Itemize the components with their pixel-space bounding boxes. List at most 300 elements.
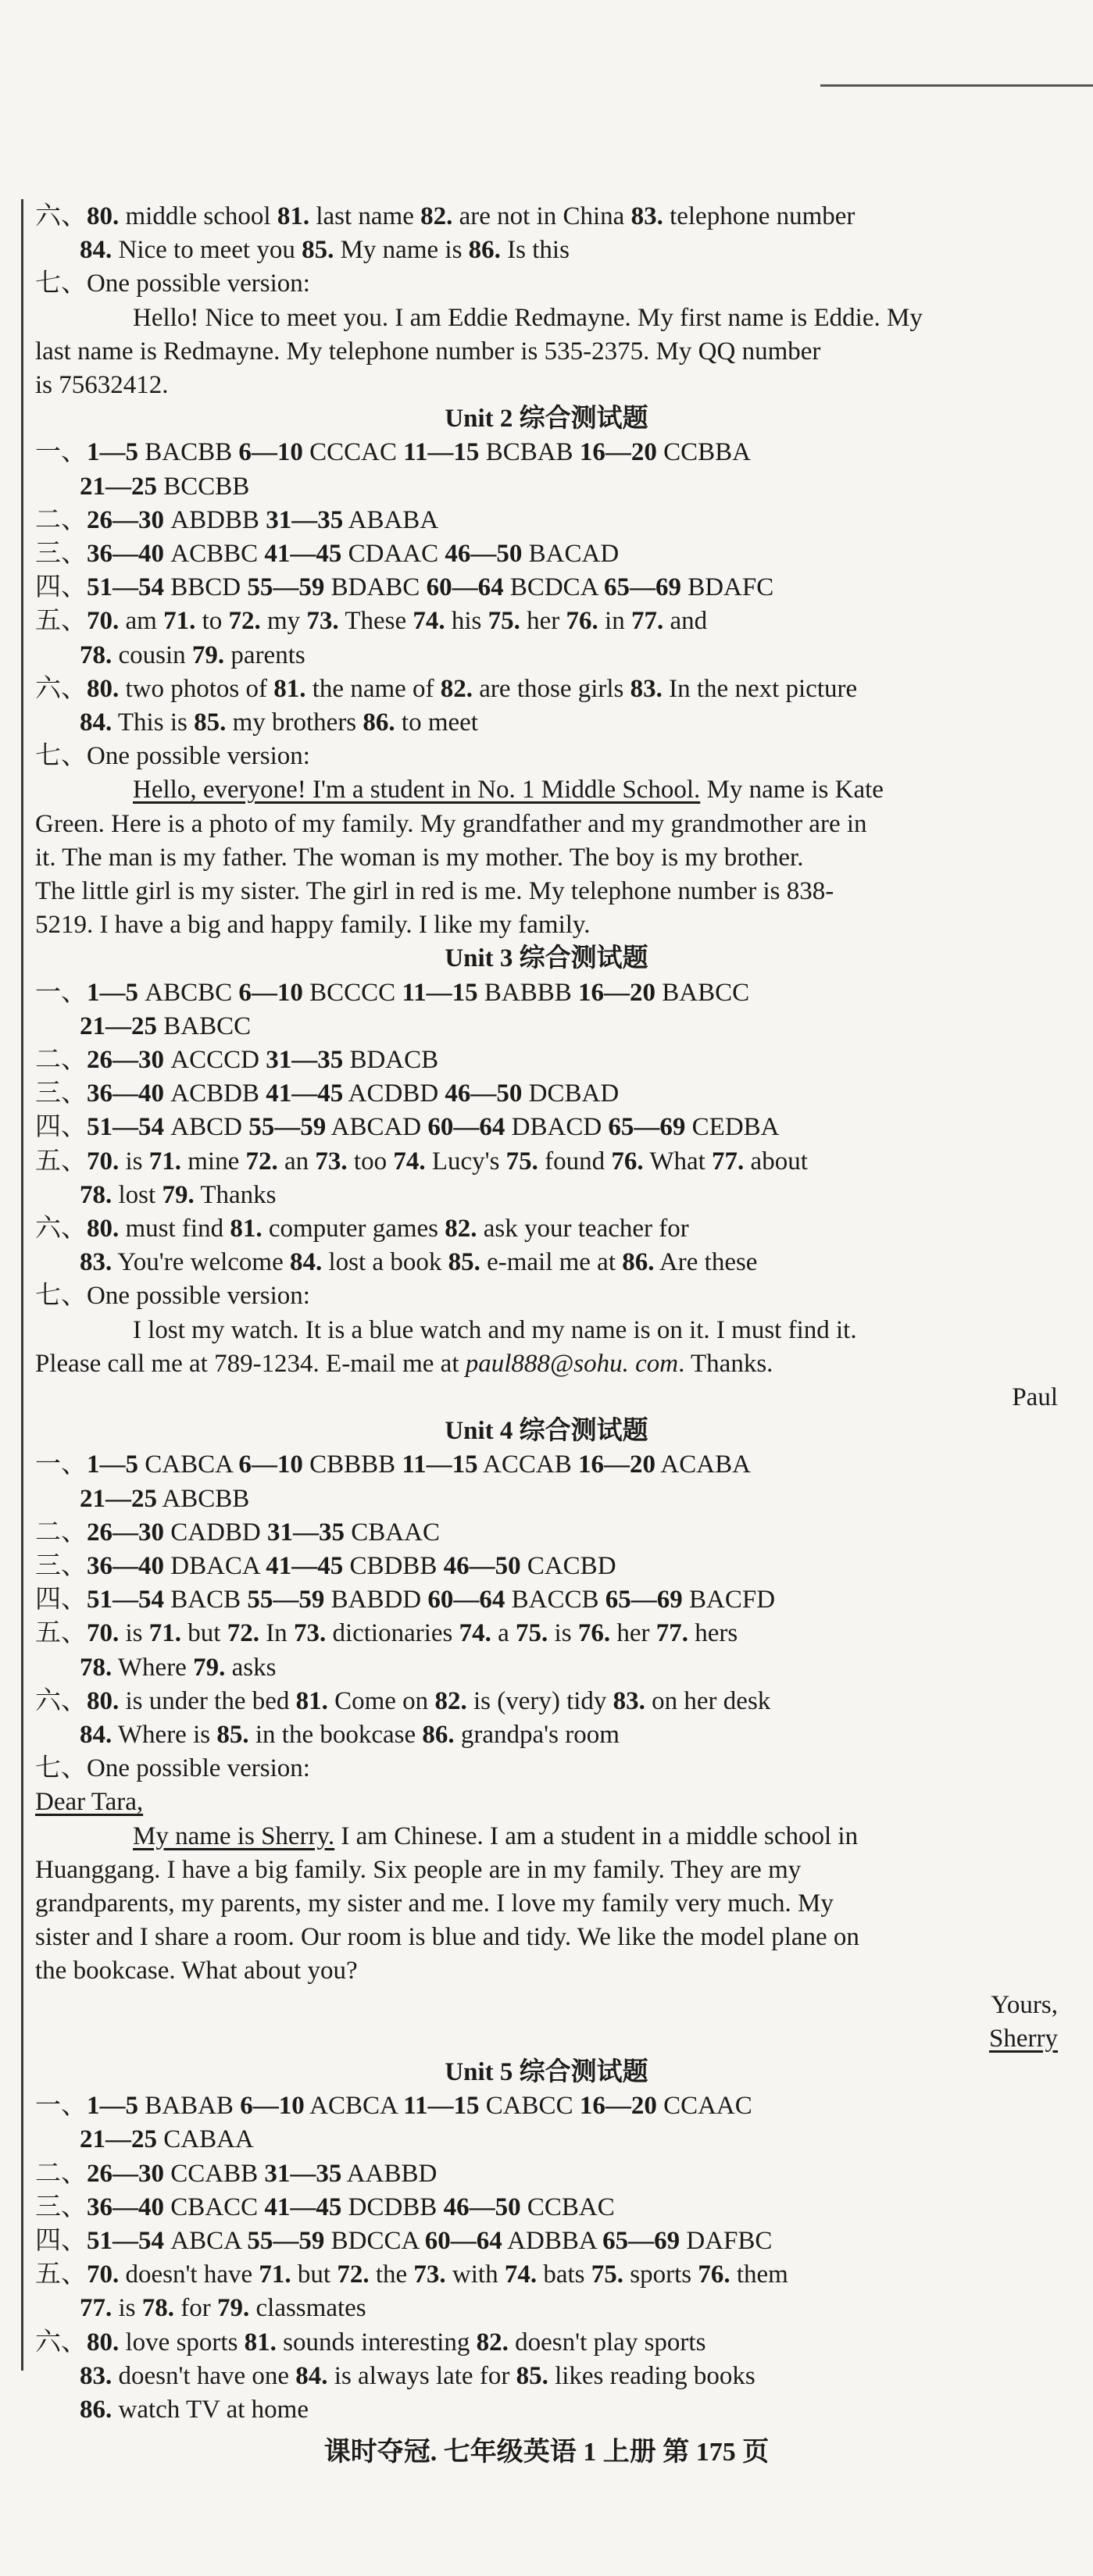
answer-text: the xyxy=(369,2260,414,2289)
bold-label: 1—5 xyxy=(87,978,138,1007)
answer-text: 5219. I have a big and happy family. I like my family. xyxy=(35,911,591,940)
bold-label: 79. xyxy=(217,2294,250,2323)
answer-text: sports xyxy=(623,2260,698,2289)
answer-text: is xyxy=(112,2294,142,2323)
bold-label: 65—69 xyxy=(608,1113,686,1142)
answer-text: 七、One possible version: xyxy=(35,1282,310,1311)
bold-label: 74. xyxy=(504,2260,538,2289)
answer-text: my brothers xyxy=(226,708,363,737)
left-margin-rule xyxy=(21,199,23,2371)
answer-line xyxy=(35,436,751,469)
bold-label: 51—54 xyxy=(87,1586,164,1614)
answer-text: 一、 xyxy=(35,438,87,467)
bold-label: 83. xyxy=(630,674,663,703)
answer-line xyxy=(35,976,749,1009)
answer-text: to meet xyxy=(395,708,478,737)
bold-label: 55—59 xyxy=(248,1113,327,1142)
answer-text: CCCAC xyxy=(302,438,404,467)
answer-line xyxy=(35,1111,780,1144)
answer-text: watch TV at home xyxy=(112,2396,309,2424)
bold-label: 73. xyxy=(413,2260,446,2289)
answer-text: Yours, xyxy=(991,1990,1058,2019)
answer-text: 一、 xyxy=(35,1450,87,1479)
answer-text: 七、One possible version: xyxy=(35,742,310,771)
answer-text: CCBBA xyxy=(656,438,751,467)
bold-label: 1—5 xyxy=(87,2092,138,2121)
answer-text: In xyxy=(259,1619,294,1648)
bold-label: 80. xyxy=(87,202,120,230)
bold-label: 75. xyxy=(591,2260,623,2289)
answer-line xyxy=(133,1820,858,1853)
bold-label: 84. xyxy=(290,1248,323,1277)
answer-line xyxy=(35,808,867,840)
answer-text: 四、 xyxy=(35,573,87,602)
unit-heading xyxy=(0,2056,1093,2089)
answer-line xyxy=(35,1921,859,1953)
bold-label: 78. xyxy=(141,2294,175,2323)
bold-label: 31—35 xyxy=(264,2159,342,2188)
bold-label: 71. xyxy=(148,1619,182,1648)
bold-label: 83. xyxy=(80,1248,113,1277)
answer-text: Thanks xyxy=(194,1180,277,1209)
answer-text: My name is xyxy=(334,236,469,265)
answer-line xyxy=(35,1212,689,1245)
unit-heading xyxy=(0,1415,1093,1447)
bold-label: 36—40 xyxy=(87,2192,164,2221)
bold-label: 83. xyxy=(613,1686,645,1715)
bold-label: 60—64 xyxy=(424,2227,502,2255)
bold-label: 26—30 xyxy=(87,1518,164,1547)
answer-text: last name xyxy=(309,202,421,230)
bold-label: 71. xyxy=(148,1147,182,1176)
answer-text: is xyxy=(119,1619,149,1648)
answer-text: 一、 xyxy=(35,978,87,1007)
bold-label: 26—30 xyxy=(87,505,164,534)
answer-text: but xyxy=(291,2260,338,2289)
bold-label: 84. xyxy=(80,236,113,265)
answer-text: middle school xyxy=(119,202,277,230)
bold-label: 77. xyxy=(630,607,664,636)
answer-text: In the next picture xyxy=(662,674,858,703)
answer-line xyxy=(35,267,310,300)
answer-text: mine xyxy=(181,1147,246,1176)
bold-label: 70. xyxy=(87,2260,120,2289)
answer-text: BCBAB xyxy=(479,438,580,467)
bold-label: Unit 5 综合测试题 xyxy=(445,2058,648,2086)
answer-text: My name is Sherry. xyxy=(133,1821,335,1850)
answer-text: CABCC xyxy=(479,2092,580,2121)
answer-text: CCAAC xyxy=(656,2092,752,2121)
answer-text: Huanggang. I have a big family. Six people are in my family. They are my xyxy=(35,1855,802,1884)
answer-text: 七、One possible version: xyxy=(35,269,310,298)
answer-text: is always late for xyxy=(327,2361,516,2390)
bold-label: 72. xyxy=(245,1147,278,1176)
answer-line xyxy=(35,369,169,401)
answer-line xyxy=(35,200,855,233)
answer-text: computer games xyxy=(262,1215,445,1243)
bold-label: 71. xyxy=(259,2260,291,2289)
answer-text: love sports xyxy=(119,2328,245,2357)
answer-line xyxy=(35,1279,310,1312)
unit-heading xyxy=(0,402,1093,435)
answer-line xyxy=(35,673,857,705)
bold-label: 6—10 xyxy=(238,978,303,1007)
answer-text: it. The man is my father. The woman is my mother. The boy is my brother. xyxy=(35,843,804,872)
answer-text: ACABA xyxy=(655,1450,751,1479)
bold-label: 77. xyxy=(80,2294,113,2323)
answer-line xyxy=(133,301,923,334)
answer-text: 二、 xyxy=(35,1046,87,1074)
answer-text: 三、 xyxy=(35,1552,87,1580)
answer-line xyxy=(991,1989,1058,2021)
bold-label: 84. xyxy=(80,1721,113,1749)
bold-label: 85. xyxy=(516,2361,548,2390)
bold-label: 60—64 xyxy=(427,1113,505,1142)
answer-text: Is this xyxy=(500,236,570,265)
answer-text: BACCB xyxy=(505,1586,605,1614)
bold-label: 26—30 xyxy=(87,1046,164,1074)
answer-text: 四、 xyxy=(35,2227,87,2255)
answer-text: lost xyxy=(112,1180,163,1209)
answer-text: CDAAC xyxy=(341,540,445,568)
answer-text: ADBBA xyxy=(502,2227,603,2255)
bold-label: 78. xyxy=(80,640,113,669)
answer-line xyxy=(989,2022,1058,2055)
answer-line xyxy=(80,470,249,503)
answer-text: her xyxy=(610,1619,656,1648)
answer-text: ask your teacher for xyxy=(477,1215,689,1243)
answer-line xyxy=(35,2225,772,2257)
answer-text: DBACA xyxy=(164,1552,266,1580)
bold-label: 78. xyxy=(80,1180,113,1209)
answer-line xyxy=(35,1954,358,1987)
answer-text: dictionaries xyxy=(326,1619,459,1648)
answer-text: grandpa's room xyxy=(454,1721,620,1749)
answer-text: CBBBB xyxy=(302,1450,402,1479)
answer-line xyxy=(80,234,570,266)
answer-text: . Thanks. xyxy=(678,1349,773,1378)
bold-label: 31—35 xyxy=(267,1518,345,1547)
answer-text: Where xyxy=(112,1653,194,1682)
answer-line xyxy=(80,706,478,739)
bold-label: 16—20 xyxy=(579,2092,657,2121)
answer-text: 二、 xyxy=(35,1518,87,1547)
answer-line xyxy=(35,571,773,604)
bold-label: 84. xyxy=(80,708,113,737)
answer-line xyxy=(35,1617,738,1650)
answer-line xyxy=(35,2258,788,2291)
bold-label: 71. xyxy=(163,607,196,636)
bold-label: 6—10 xyxy=(240,2092,305,2121)
answer-text: 六、 xyxy=(35,202,87,230)
answer-text: is xyxy=(119,1147,149,1176)
answer-line xyxy=(35,1448,751,1481)
answer-text: cousin xyxy=(112,640,192,669)
bold-label: 83. xyxy=(630,202,663,230)
unit-heading xyxy=(0,942,1093,975)
bold-label: 73. xyxy=(293,1619,327,1648)
answer-line xyxy=(35,2157,437,2190)
answer-line xyxy=(35,537,619,570)
answer-text: 四、 xyxy=(35,1586,87,1614)
answer-text: BABDD xyxy=(324,1586,428,1614)
answer-text: in the bookcase xyxy=(248,1721,423,1749)
bold-label: 11—15 xyxy=(402,978,478,1007)
answer-text: BABBB xyxy=(477,978,578,1007)
answer-text: ACBCA xyxy=(304,2092,404,2121)
answer-text: for xyxy=(174,2294,217,2323)
answer-text: lost a book xyxy=(322,1248,448,1277)
answer-text: about xyxy=(744,1147,808,1176)
answer-text: ACCCD xyxy=(164,1046,266,1074)
answer-text: CABAA xyxy=(157,2125,254,2154)
answer-text: BBCD xyxy=(164,573,248,602)
bold-label: 76. xyxy=(577,1619,611,1648)
answer-text: sister and I share a room. Our room is blue and tidy. We like the model plane on xyxy=(35,1923,859,1952)
answer-text: DBACD xyxy=(505,1113,609,1142)
answer-text: ABCBC xyxy=(138,978,239,1007)
answer-text: must find xyxy=(119,1215,230,1243)
bold-label: 76. xyxy=(698,2260,730,2289)
answer-text: on her desk xyxy=(645,1686,771,1715)
answer-text: a xyxy=(491,1619,516,1648)
bold-label: 82. xyxy=(445,1215,477,1243)
answer-text: 六、 xyxy=(35,2328,87,2357)
answer-text: ACDBD xyxy=(343,1079,445,1108)
answer-text: BDABC xyxy=(324,573,427,602)
answer-line xyxy=(1012,1381,1058,1414)
answer-text: I lost my watch. It is a blue watch and my name is on it. I must find it. xyxy=(133,1315,857,1344)
bold-label: 82. xyxy=(440,674,473,703)
bold-label: 86. xyxy=(80,2396,113,2424)
bold-label: 82. xyxy=(420,202,453,230)
bold-label: 41—45 xyxy=(266,1552,344,1580)
bold-label: 79. xyxy=(162,1180,195,1209)
bold-label: 41—45 xyxy=(266,1079,344,1108)
answer-line xyxy=(35,2191,615,2224)
answer-line xyxy=(35,1752,310,1785)
answer-text: am xyxy=(119,607,164,636)
answer-text: 七、One possible version: xyxy=(35,1754,310,1783)
answer-text: is (very) tidy xyxy=(466,1686,613,1715)
bold-label: 84. xyxy=(295,2361,328,2390)
answer-text: grandparents, my parents, my sister and me. I love my family very much. My xyxy=(35,1889,834,1918)
answer-text: are not in China xyxy=(452,202,631,230)
answer-text: doesn't have xyxy=(119,2260,259,2289)
bold-label: 55—59 xyxy=(247,2227,325,2255)
bold-label: 51—54 xyxy=(87,573,164,602)
answer-text: Sherry xyxy=(989,2024,1058,2053)
bold-label: 6—10 xyxy=(238,438,303,467)
answer-line xyxy=(80,1179,277,1211)
bold-label: 60—64 xyxy=(426,573,504,602)
answer-text: BACFD xyxy=(682,1586,776,1614)
answer-text: my xyxy=(260,607,307,636)
bold-label: 65—69 xyxy=(605,1586,683,1614)
answer-text: 六、 xyxy=(35,1686,87,1715)
bold-label: 36—40 xyxy=(87,1552,164,1580)
answer-text: CBDBB xyxy=(343,1552,444,1580)
bold-label: 55—59 xyxy=(247,573,325,602)
bold-label: 75. xyxy=(516,1619,548,1648)
bold-label: 86. xyxy=(422,1721,455,1749)
bold-label: 46—50 xyxy=(445,1079,523,1108)
bold-label: 80. xyxy=(87,1215,120,1243)
answer-text: are those girls xyxy=(473,674,630,703)
answer-text: Come on xyxy=(327,1686,435,1715)
answer-line xyxy=(35,1887,834,1920)
bold-label: 72. xyxy=(227,1619,259,1648)
bold-label: 1—5 xyxy=(87,438,138,467)
answer-text: her xyxy=(520,607,566,636)
answer-text: 四、 xyxy=(35,1113,87,1142)
answer-text: with xyxy=(445,2260,505,2289)
answer-text: is xyxy=(548,1619,578,1648)
answer-text: CCABB xyxy=(164,2159,265,2188)
answer-line xyxy=(35,1347,773,1380)
bold-label: 36—40 xyxy=(87,1079,164,1108)
answer-line xyxy=(80,2393,309,2426)
answer-line xyxy=(35,841,803,874)
bold-label: 21—25 xyxy=(80,2125,157,2154)
answer-text: doesn't play sports xyxy=(508,2328,706,2357)
answer-line xyxy=(35,2326,705,2359)
answer-text: AABBD xyxy=(341,2159,438,2188)
answer-text: CBAAC xyxy=(345,1518,440,1547)
answer-text: ABABA xyxy=(343,505,439,534)
answer-text: CCBAC xyxy=(520,2192,615,2221)
answer-text: ACBDB xyxy=(164,1079,266,1108)
answer-text: You're welcome xyxy=(112,1248,290,1277)
answer-line xyxy=(35,1145,808,1178)
answer-text: ACCAB xyxy=(477,1450,578,1479)
answer-text: BABCC xyxy=(157,1011,252,1040)
answer-text: BDACB xyxy=(343,1046,439,1074)
bold-label: 41—45 xyxy=(264,540,342,568)
answer-text: BACB xyxy=(164,1586,248,1614)
answer-text: 三、 xyxy=(35,1079,87,1108)
answer-line xyxy=(35,1550,616,1582)
bold-label: 81. xyxy=(273,674,306,703)
answer-text: paul888@sohu. com xyxy=(465,1349,679,1378)
bold-label: 77. xyxy=(712,1147,745,1176)
answer-text: hers xyxy=(688,1619,738,1648)
bold-label: 46—50 xyxy=(445,540,523,568)
answer-text: telephone number xyxy=(663,202,855,230)
answer-text: parents xyxy=(224,640,305,669)
answer-line xyxy=(35,335,820,368)
answer-line xyxy=(35,1583,775,1616)
answer-line xyxy=(35,504,438,537)
answer-text: BABAB xyxy=(138,2092,241,2121)
bold-label: 1—5 xyxy=(87,1450,138,1479)
answer-text: 二、 xyxy=(35,505,87,534)
answer-text: This is xyxy=(112,708,195,737)
answer-text: is under the bed xyxy=(119,1686,296,1715)
answer-line xyxy=(35,1786,143,1818)
bold-label: 72. xyxy=(337,2260,370,2289)
bold-label: 21—25 xyxy=(80,1011,157,1040)
answer-text: These xyxy=(338,607,413,636)
bold-label: 51—54 xyxy=(87,1113,164,1142)
answer-text: last name is Redmayne. My telephone number is 535-2375. My QQ number xyxy=(35,337,821,366)
answer-text: CBACC xyxy=(164,2192,265,2221)
answer-text: My name is Kate xyxy=(700,776,884,805)
answer-text: likes reading books xyxy=(548,2361,755,2390)
bold-label: 11—15 xyxy=(402,1450,478,1479)
bold-label: 80. xyxy=(87,674,120,703)
answer-text: sounds interesting xyxy=(276,2328,477,2357)
bold-label: 70. xyxy=(87,1619,120,1648)
answer-text: DCDBB xyxy=(341,2192,444,2221)
answer-text: ABDBB xyxy=(164,505,266,534)
answer-text: DCBAD xyxy=(522,1079,620,1108)
answer-line xyxy=(35,605,707,637)
bold-label: 83. xyxy=(80,2361,113,2390)
page-footer: 课时夺冠. 七年级英语 1 上册 第 175 页 xyxy=(323,2438,770,2467)
answer-line xyxy=(35,740,310,772)
answer-text: CACBD xyxy=(520,1552,616,1580)
answer-text: the name of xyxy=(305,674,441,703)
answer-text: BABCC xyxy=(655,978,750,1007)
answer-text: BCCCC xyxy=(302,978,402,1007)
answer-text: BACBB xyxy=(138,438,239,467)
answer-text: them xyxy=(730,2260,788,2289)
bold-label: 81. xyxy=(277,202,310,230)
bold-label: 81. xyxy=(295,1686,328,1715)
answer-text: ACBBC xyxy=(164,540,265,568)
bold-label: 74. xyxy=(393,1147,426,1176)
answer-text: The little girl is my sister. The girl in red is me. My telephone number is 838- xyxy=(35,877,834,905)
bold-label: 80. xyxy=(87,2328,120,2357)
bold-label: 55—59 xyxy=(247,1586,325,1614)
answer-text: I am Chinese. I am a student in a middle school in xyxy=(334,1821,859,1850)
bold-label: 79. xyxy=(191,640,225,669)
bold-label: 65—69 xyxy=(602,2227,680,2255)
bold-label: 81. xyxy=(230,1215,263,1243)
bold-label: 85. xyxy=(302,236,334,265)
answer-text: Paul xyxy=(1012,1383,1058,1411)
answer-text: CADBD xyxy=(164,1518,268,1547)
bold-label: 75. xyxy=(505,1147,538,1176)
bold-label: 78. xyxy=(80,1653,113,1682)
bold-label: 41—45 xyxy=(264,2192,342,2221)
answer-text: and xyxy=(663,607,708,636)
answer-text: Please call me at 789-1234. E-mail me at xyxy=(35,1349,466,1378)
bold-label: 85. xyxy=(194,708,227,737)
bold-label: 72. xyxy=(228,607,261,636)
answer-line xyxy=(80,1010,251,1043)
answer-text: Nice to meet you xyxy=(112,236,302,265)
bold-label: 31—35 xyxy=(266,505,344,534)
answer-line xyxy=(80,639,305,672)
answer-text: 六、 xyxy=(35,1215,87,1243)
answer-text: Hello! Nice to meet you. I am Eddie Redmayne. My first name is Eddie. My xyxy=(133,303,923,332)
bold-label: 86. xyxy=(363,708,395,737)
bold-label: 79. xyxy=(193,1653,226,1682)
bold-label: 73. xyxy=(306,607,339,636)
answer-text: two photos of xyxy=(119,674,274,703)
bold-label: 6—10 xyxy=(238,1450,303,1479)
bold-label: 65—69 xyxy=(603,573,681,602)
bold-label: 74. xyxy=(413,607,445,636)
answer-text: classmates xyxy=(249,2294,366,2323)
bold-label: 46—50 xyxy=(443,1552,521,1580)
bold-label: 11—15 xyxy=(403,438,480,467)
answer-text: but xyxy=(181,1619,227,1648)
answer-text: Green. Here is a photo of my family. My grandfather and my grandmother are in xyxy=(35,809,867,838)
bold-label: 73. xyxy=(315,1147,348,1176)
